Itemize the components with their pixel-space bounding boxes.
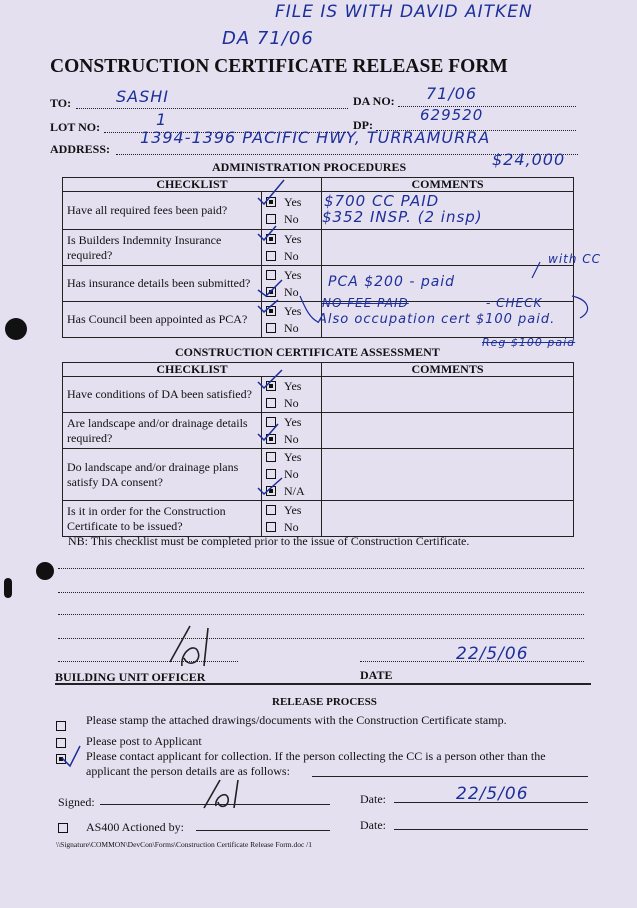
comment-line[interactable]	[58, 614, 584, 615]
punch-hole-edge	[4, 578, 12, 598]
option-yes[interactable]: Yes	[266, 378, 317, 395]
checkbox[interactable]	[266, 251, 276, 261]
da-no-value: 71/06	[426, 84, 478, 103]
option-na[interactable]: N/A	[266, 483, 317, 500]
handwritten-no-fee-struck: NO FEE PAID	[322, 296, 409, 310]
option-yes[interactable]: Yes	[266, 414, 317, 431]
checkbox-checked[interactable]	[266, 381, 276, 391]
admin-q-submitted: Has insurance details been submitted?	[63, 266, 262, 302]
punch-hole	[36, 562, 54, 580]
assessment-row-landscape	[63, 413, 574, 449]
checkbox[interactable]	[266, 323, 276, 333]
checkbox-checked[interactable]	[266, 234, 276, 244]
handwritten-date-1: 22/5/06	[456, 644, 529, 664]
footer-path: \\Signature\COMMON\DevCon\Forms\Construction Certificate Release Form.doc /1	[56, 840, 313, 849]
admin-comment-insurance[interactable]	[322, 230, 574, 266]
assessment-comment-landscape[interactable]	[322, 413, 574, 449]
assessment-heading: CONSTRUCTION CERTIFICATE ASSESSMENT	[175, 345, 440, 359]
handwritten-date-2: 22/5/06	[456, 784, 529, 804]
signed-label: Signed:	[58, 795, 95, 809]
option-yes[interactable]: Yes	[266, 502, 317, 519]
assessment-col-comments: COMMENTS	[322, 363, 574, 377]
checkbox-checked[interactable]	[266, 486, 276, 496]
assessment-comment-conditions[interactable]	[322, 377, 574, 413]
officer-signature	[160, 622, 230, 670]
assessment-row-conditions	[63, 377, 574, 413]
checkbox[interactable]	[266, 522, 276, 532]
checkbox[interactable]	[266, 214, 276, 224]
divider	[55, 683, 591, 685]
option-no[interactable]: No	[266, 431, 317, 448]
checkbox-checked[interactable]	[266, 306, 276, 316]
option-no[interactable]: No	[266, 395, 317, 412]
comment-line[interactable]	[58, 568, 584, 569]
option-yes[interactable]: Yes	[266, 303, 317, 320]
officer-signature-field[interactable]	[58, 661, 238, 662]
option-yes[interactable]: Yes	[266, 267, 317, 284]
checkbox[interactable]	[266, 398, 276, 408]
checkbox[interactable]	[266, 505, 276, 515]
handwritten-check: - CHECK	[486, 296, 543, 310]
option-yes[interactable]: Yes	[266, 449, 317, 466]
handwritten-struck-right: Reg $100 paid	[482, 336, 576, 349]
checkbox-checked[interactable]	[266, 197, 276, 207]
punch-hole	[5, 318, 27, 340]
person-details-field[interactable]	[312, 776, 588, 777]
dp-label: DP:	[353, 118, 373, 132]
checkbox-stamp[interactable]	[56, 721, 66, 731]
handwritten-da-ref: DA 71/06	[222, 28, 314, 49]
admin-q-pca: Has Council been appointed as PCA?	[63, 302, 262, 338]
da-no-label: DA NO:	[353, 94, 395, 108]
release-item-stamp: Please stamp the attached drawings/documents with the Construction Certificate stamp.	[86, 713, 507, 727]
assessment-q-landscape: Are landscape and/or drainage details required?	[63, 413, 262, 449]
option-yes[interactable]: Yes	[266, 231, 317, 248]
release-item-post: Please post to Applicant	[86, 734, 202, 748]
option-no[interactable]: No	[266, 211, 317, 228]
lot-value: 1	[156, 110, 168, 129]
handwritten-with-cc: with CC	[548, 252, 602, 266]
release-item-collection: Please contact applicant for collection. If the person collecting the CC is a person other than the	[86, 749, 546, 763]
handwritten-top-note: FILE IS WITH DAVID AITKEN	[275, 2, 533, 22]
checkbox-as400[interactable]	[58, 823, 68, 833]
checkbox-checked[interactable]	[266, 287, 276, 297]
checkbox[interactable]	[266, 417, 276, 427]
address-label: ADDRESS:	[50, 142, 111, 156]
release-heading: RELEASE PROCESS	[272, 696, 377, 708]
release-item-collection-2: applicant the person details are as follows:	[86, 764, 290, 778]
release-signature	[198, 776, 268, 812]
checkbox-post[interactable]	[56, 738, 66, 748]
admin-q-insurance: Is Builders Indemnity Insurance required?	[63, 230, 262, 266]
checkbox-collection[interactable]	[56, 754, 66, 764]
as400-date-label: Date:	[360, 818, 386, 832]
option-no[interactable]: No	[266, 519, 317, 536]
admin-col-comments: COMMENTS	[322, 178, 574, 192]
handwritten-fees-2: $352 INSP. (2 insp)	[322, 208, 483, 226]
admin-row-insurance	[63, 230, 574, 266]
dp-value: 629520	[420, 106, 484, 124]
form-title: CONSTRUCTION CERTIFICATE RELEASE FORM	[50, 56, 508, 77]
checkbox[interactable]	[266, 452, 276, 462]
admin-q-fees: Have all required fees been paid?	[63, 192, 262, 230]
officer-label: BUILDING UNIT OFFICER	[55, 670, 206, 684]
option-no[interactable]: No	[266, 284, 317, 301]
assessment-row-issue	[63, 501, 574, 537]
handwritten-occupation: Also occupation cert $100 paid.	[318, 312, 556, 327]
option-no[interactable]: No	[266, 248, 317, 265]
admin-col-checklist: CHECKLIST	[63, 178, 322, 192]
comment-line[interactable]	[58, 638, 584, 639]
option-no[interactable]: No	[266, 320, 317, 337]
assessment-row-plans	[63, 449, 574, 501]
handwritten-pca: PCA $200 - paid	[328, 274, 456, 290]
nb-note: NB: This checklist must be completed prior to the issue of Construction Certificate.	[68, 534, 470, 548]
address-value: 1394-1396 PACIFIC HWY, TURRAMURRA	[140, 128, 491, 147]
as400-label: AS400 Actioned by:	[86, 820, 184, 834]
handwritten-fees-1: $700 CC PAID	[324, 192, 440, 210]
date-label: DATE	[360, 668, 393, 682]
admin-heading: ADMINISTRATION PROCEDURES	[212, 160, 407, 174]
assessment-q-conditions: Have conditions of DA been satisfied?	[63, 377, 262, 413]
assessment-comment-issue[interactable]	[322, 501, 574, 537]
assessment-col-checklist: CHECKLIST	[63, 363, 322, 377]
comment-line[interactable]	[58, 592, 584, 593]
option-no[interactable]: No	[266, 466, 317, 483]
assessment-comment-plans[interactable]	[322, 449, 574, 501]
lot-label: LOT NO:	[50, 120, 101, 134]
assessment-q-issue: Is it in order for the Construction Certificate to be issued?	[63, 501, 262, 537]
as400-field[interactable]	[196, 830, 330, 831]
handwritten-amount: $24,000	[492, 150, 566, 169]
admin-row-fees	[63, 192, 574, 230]
to-label: TO:	[50, 96, 72, 110]
checkbox[interactable]	[266, 469, 276, 479]
to-value: SASHI	[116, 87, 170, 106]
checkbox-checked[interactable]	[266, 434, 276, 444]
checkbox[interactable]	[266, 270, 276, 280]
release-date-label: Date:	[360, 792, 386, 806]
as400-date-field[interactable]	[394, 829, 588, 830]
option-yes[interactable]: Yes	[266, 194, 317, 211]
assessment-q-plans: Do landscape and/or drainage plans satisfy DA consent?	[63, 449, 262, 501]
assessment-table	[62, 362, 574, 537]
